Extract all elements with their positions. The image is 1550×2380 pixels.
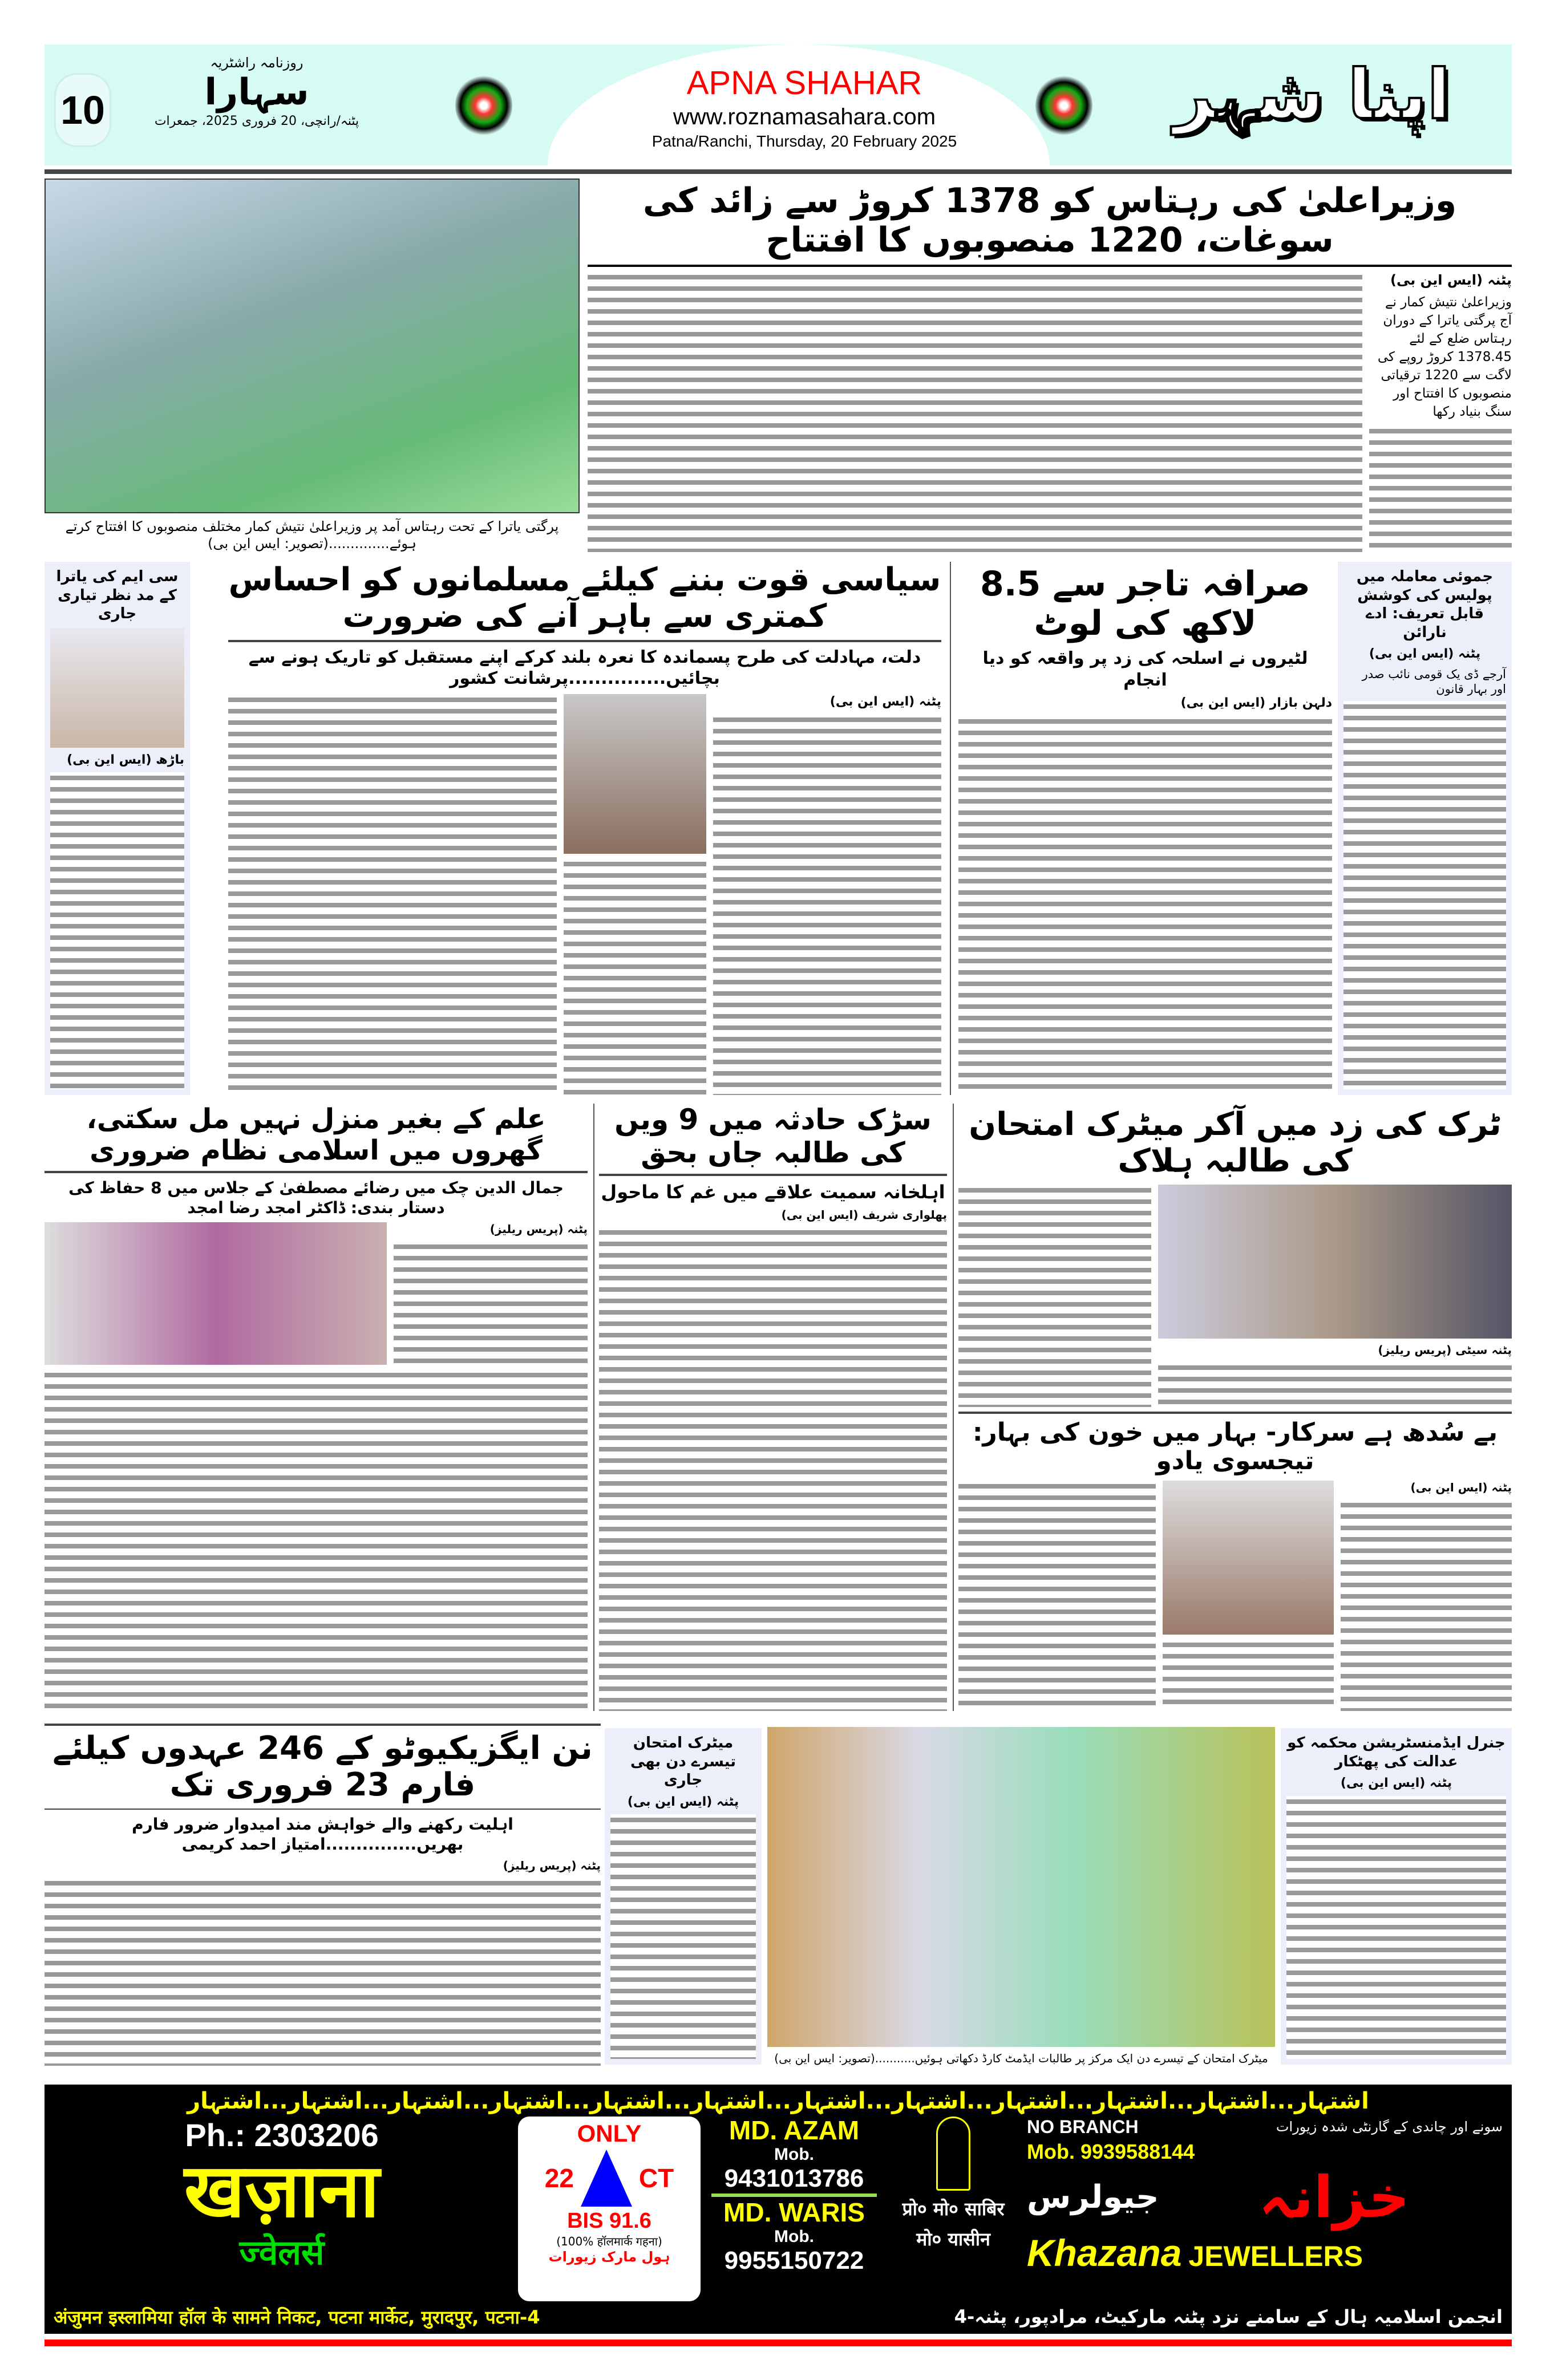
brand-english-sub: JEWELLERS	[1188, 2240, 1363, 2272]
sidebar-dateline: پٹنہ (ایس این بی)	[1340, 1776, 1452, 1790]
emblem-icon	[455, 74, 512, 137]
divider	[588, 265, 1512, 267]
sidebar-body-text: آرجے ڈی یک قومی نائب صدر اور بہار قانون	[1362, 667, 1506, 696]
header-divider	[44, 169, 1512, 174]
event-photo	[44, 1222, 387, 1365]
page-number: 10	[54, 73, 111, 147]
hallmark-note-hindi: (100% हॉलमार्क गहना)	[556, 2235, 662, 2248]
portrait-photo	[50, 628, 184, 748]
contact1-label: Mob.	[774, 2145, 814, 2164]
masthead: اپنا شہر	[1173, 55, 1451, 135]
divider	[44, 1724, 601, 1726]
story-body	[599, 1227, 947, 1711]
story	[44, 1104, 588, 1711]
address-urdu: انجمن اسلامیہ ہال کے سامنے نزد پٹنہ مارکیٹ، مرادپور، پٹنہ-4	[954, 2305, 1503, 2328]
proprietor1: प्रो० मो० साबिर	[902, 2198, 1005, 2220]
paper-logo-block	[143, 54, 371, 163]
paper-logo: سہارا	[204, 71, 309, 113]
sidebar-dateline: باڑھ (ایس این بی)	[67, 752, 184, 767]
story-body	[713, 714, 941, 1095]
story-subhead: جمال الدین چک میں رضائے مصطفیٰ کے جلاس میں 8 حفاظ کی دستار بندی: ڈاکٹر امجد رضا امجد	[68, 1178, 564, 1218]
lead-body-columns	[588, 271, 1362, 552]
story-body	[1163, 1639, 1334, 1711]
sidebar-headline: جموئی معاملہ میں پولیس کی کوشش قابل تعریف: ادے نارائن	[1356, 568, 1494, 641]
story-body	[1341, 1499, 1512, 1711]
jewellers-advertisement	[44, 2085, 1512, 2334]
story	[958, 1106, 1512, 1711]
story-dateline: پٹنہ (پریس ریلیز)	[503, 1858, 601, 1872]
ad-phone: Ph.: 2303206	[185, 2117, 379, 2153]
hallmark-badge	[518, 2117, 701, 2301]
story-body	[564, 858, 706, 1095]
sidebar-dateline: پٹنہ (ایس این بی)	[627, 1794, 739, 1809]
jewellers-urdu: جیولرس	[1027, 2178, 1159, 2216]
accident-photo	[1158, 1185, 1512, 1339]
lead-body-text: وزیراعلیٰ نتیش کمار نے آج پرگتی یاترا کے دوران رہتاس ضلع کے لئے 1378.45 کروڑ روپے کی لاگت سے 1220 ترقیاتی منصوبوں کا افتتاح اور سنگ بنیاد رکھا	[1377, 295, 1512, 419]
footer-rule	[44, 2340, 1512, 2346]
lead-story	[588, 181, 1512, 552]
ad-tagline-urdu: سونے اور چاندی کے گارنٹی شدہ زیورات	[1276, 2118, 1503, 2135]
story-dateline: دلہن بازار (ایس این بی)	[1180, 696, 1332, 710]
emblem-icon	[1035, 74, 1092, 137]
hallmark-only: ONLY	[577, 2120, 642, 2147]
sidebar-story	[605, 1728, 762, 2065]
contact1-name: MD. AZAM	[729, 2115, 860, 2145]
column-divider	[950, 562, 951, 1095]
contact2-label: Mob.	[774, 2227, 814, 2247]
sidebar-headline: جنرل ایڈمنسٹریشن محکمہ کو عدالت کی پھٹکار	[1287, 1734, 1506, 1770]
story-dateline: پٹنہ (پریس ریلیز)	[489, 1222, 588, 1236]
contact2-name: MD. WARIS	[723, 2197, 865, 2227]
politician-photo	[1163, 1481, 1334, 1635]
divider	[228, 640, 941, 642]
dateline: Patna/Ranchi, Thursday, 20 February 2025	[651, 132, 957, 150]
divider	[44, 1809, 601, 1810]
lead-photo	[44, 179, 580, 513]
sidebar-headline: میٹرک امتحان تیسرے دن بھی جاری	[630, 1734, 736, 1789]
sidebar-story	[1338, 562, 1512, 1095]
exam-photo-block	[767, 1727, 1275, 2066]
story-subhead: لٹیروں نے اسلحہ کی زد پر واقعہ کو دیا انجام	[982, 648, 1308, 690]
story-subhead: اہلیت رکھنے والے خواہش مند امیدوار ضرور فارم بھریں...............امتیاز احمد کریمی	[132, 1814, 513, 1854]
column-divider	[593, 1104, 594, 1711]
story-dateline: پٹنہ (ایس این بی)	[829, 694, 941, 709]
ad-brand-hindi-sub: ज्वेलर्स	[239, 2233, 325, 2273]
story-headline: سڑک حادثہ میں 9 ویں کی طالبہ جاں بحق	[614, 1103, 932, 1169]
section-title: APNA SHAHAR	[686, 64, 922, 102]
story-body	[394, 1241, 588, 1365]
story-dateline: پھلواری شریف (ایس این بی)	[781, 1208, 947, 1222]
story	[599, 1104, 947, 1711]
column-divider	[953, 1104, 954, 1711]
sidebar-body	[50, 772, 184, 1089]
story-body	[44, 1878, 601, 2066]
hallmark-bis: BIS 91.6	[567, 2209, 651, 2233]
brand-urdu: خزانہ	[1258, 2164, 1410, 2231]
contact2-number: 9955150722	[724, 2246, 864, 2274]
story-subhead: دلت، مہادلت کی طرح پسماندہ کا نعرہ بلند کرکے اپنے مستقبل کو تاریک ہونے سے بچائیں...............پرشانت کشور	[248, 647, 921, 689]
sidebar-dateline: پٹنہ (ایس این بی)	[1369, 647, 1481, 661]
lead-photo-block	[44, 179, 580, 552]
story	[44, 1724, 601, 2066]
divider	[599, 1174, 947, 1176]
story	[958, 565, 1332, 1095]
story-headline: سیاسی قوت بننے کیلئے مسلمانوں کو احساس کمتری سے باہر آنے کی ضرورت	[228, 561, 941, 635]
proprietor2: मो० यासीन	[916, 2228, 990, 2250]
website-link[interactable]: www.roznamasahara.com	[673, 104, 936, 129]
divider	[44, 1171, 588, 1173]
hallmark-ct: CT	[638, 2163, 674, 2193]
exam-photo	[767, 1727, 1275, 2047]
lead-dateline: پٹنہ (ایس این بی)	[1390, 272, 1512, 288]
story-dateline: پٹنہ (ایس این بی)	[1410, 1480, 1512, 1494]
address-hindi: अंजुमन इस्लामिया हॉल के सामने निकट, पटना मार्केट, मुरादपुर, पटना-4	[54, 2306, 540, 2328]
story-headline: علم کے بغیر منزل نہیں مل سکتی، گھروں میں اسلامی نظام ضروری	[86, 1103, 546, 1167]
header-center	[610, 64, 998, 151]
story-body	[228, 694, 557, 1095]
story-headline: بے سُدھ ہے سرکار- بہار میں خون کی بہار: تیجسوی یادو	[972, 1417, 1498, 1476]
speaker-photo	[564, 694, 706, 854]
story-body	[958, 1185, 1151, 1407]
hallmark-22: 22	[544, 2163, 574, 2193]
sidebar-body	[610, 1814, 756, 2059]
sidebar-story	[1281, 1728, 1512, 2065]
sidebar-story	[44, 562, 190, 1095]
story-subhead: اہلخانہ سمیت علاقے میں غم کا ماحول	[601, 1181, 945, 1203]
ad-brand-hindi: खज़ाना	[184, 2147, 380, 2234]
chandelier-icon	[936, 2117, 970, 2191]
story-headline: ٹرک کی زد میں آکر میٹرک امتحان کی طالبہ ہلاک	[969, 1106, 1502, 1180]
divider	[711, 2194, 877, 2197]
story-headline: نن ایگزیکیوٹو کے 246 عہدوں کیلئے فارم 23 فروری تک	[52, 1730, 593, 1804]
no-branch: NO BRANCH	[1027, 2117, 1139, 2137]
story-headline: صرافہ تاجر سے 8.5 لاکھ کی لوٹ	[980, 564, 1311, 643]
story-body	[1158, 1362, 1512, 1407]
story-body	[958, 1481, 1156, 1711]
urdu-date: پٹنہ/رانچی، 20 فروری 2025، جمعرات	[154, 114, 359, 129]
divider	[958, 1412, 1512, 1414]
exam-photo-caption: میٹرک امتحان کے تیسرے دن ایک مرکز پر طالبات ایڈمٹ کارڈ دکھاتی ہوئیں...........(تصویر: ایس این بی)	[774, 2051, 1268, 2065]
lead-headline: وزیراعلیٰ کی رہتاس کو 1378 کروڑ سے زائد کی سوغات، 1220 منصوبوں کا افتتاح	[642, 181, 1457, 260]
ad-banner: اشتہار...اشتہار...اشتہار...اشتہار...اشتہار...اشتہار...اشتہار...اشتہار...اشتہار...اشتہار...اشتہار...اشتہار	[187, 2088, 1369, 2114]
hallmark-note-urdu: ہول مارک زیورات	[548, 2249, 670, 2265]
ad-mobile: Mob. 9939588144	[1027, 2140, 1195, 2163]
lead-photo-caption: پرگتی یاترا کے تحت رہتاس آمد پر وزیراعلیٰ نتیش کمار مختلف منصوبوں کا افتتاح کرتے ہوئے..............(تصویر: ایس این بی)	[65, 518, 559, 552]
story-dateline: پٹنہ سیٹی (پریس ریلیز)	[1378, 1343, 1512, 1357]
story	[228, 562, 941, 1095]
brand-english: Khazana	[1027, 2232, 1182, 2274]
sidebar-body	[1286, 1796, 1506, 2059]
sidebar-headline: سی ایم کی یاترا کے مد نظر تیاری جاری	[56, 568, 179, 622]
story-body	[44, 1369, 588, 1711]
bis-logo-icon	[581, 2150, 632, 2207]
story-body	[958, 716, 1332, 1096]
lead-body	[1369, 425, 1512, 552]
sidebar-body	[1343, 701, 1506, 1089]
contact1-number: 9431013786	[724, 2164, 864, 2192]
paper-tagline: روزنامہ راشٹریہ	[210, 55, 303, 71]
